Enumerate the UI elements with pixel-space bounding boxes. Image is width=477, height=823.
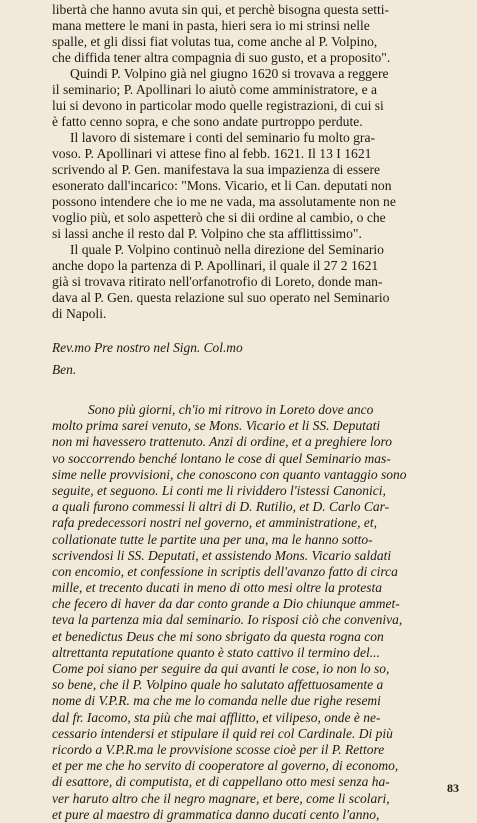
text-line: Il quale P. Volpino continuò nella direzione del Seminario [70, 242, 384, 257]
letter-line: cessario intendersi et stipulare il quid rei col Cardinale. Di più [52, 725, 393, 741]
text-line: scrivendo al P. Gen. manifestava la sua impazienza di essere [52, 162, 381, 177]
text-line: voso. P. Apollinari vi attese fino al febb. 1621. Il 13 I 1621 [52, 146, 372, 161]
letter-line: nome di V.P.R. ma che me lo comanda nelle due righe resemi [52, 693, 381, 709]
letter-line: ricordo a V.P.R.ma le provvisione scosse cioè per il P. Rettore [52, 741, 385, 757]
letter-body [52, 402, 457, 823]
text-line: voglio più, et solo aspetterò che si dii ordine al cambio, o che [52, 210, 386, 225]
text-line: è fatto cenno sopra, e che sono andate purtroppo perdute. [52, 114, 363, 129]
text-line: anche dopo la partenza di P. Apollinari, il quale il 27 2 1621 [52, 258, 379, 273]
text-line: già si trovava ritirato nell'orfanotrofio di Loreto, donde man- [52, 274, 383, 289]
letter-line: et benedictus Deus che mi sono sbrigato da questa rogna con [52, 628, 384, 644]
letter-line: dal fr. Iacomo, sta più che mai afflitto, et vilipeso, onde è ne- [52, 709, 381, 725]
letter-line: che fecero di haver da dar conto grande a Dio chiunque ammet- [52, 596, 400, 612]
letter-line: vo soccorrendo benché lontano le cose di quel Seminario mas- [52, 450, 391, 466]
letter-line: et pure al maestro di grammatica danno ducati cento l'anno, [52, 806, 380, 822]
letter-line: teva la partenza mia dal seminario. Io risposi ciò che conveniva, [52, 612, 403, 628]
letter-line: mille, et trecento ducati in meno di otto mesi oltre la protesta [52, 580, 382, 596]
text-line: si lassi anche il resto dal P. Volpino che sta afflittissimo". [52, 226, 362, 241]
letter-line: et per me che ho servito di cooperatore al governo, di economo, [52, 758, 399, 774]
paragraph-3 [52, 130, 457, 242]
letter-line: con encomio, et confessione in scriptis dell'avanzo fatto di circa [52, 563, 398, 579]
text-line: lui si devono in particolar modo quelle registrazioni, di cui si [52, 98, 384, 113]
letter-line: molto prima sarei venuto, se Mons. Vicario et li SS. Deputati [52, 418, 381, 434]
page-number: 83 [447, 781, 459, 795]
text-line: di Napoli. [52, 306, 107, 321]
text-line: Quindi P. Volpino già nel giugno 1620 si trovava a reggere [70, 66, 389, 81]
letter-greeting: Ben. [52, 362, 77, 377]
text-line: Il lavoro di sistemare i conti del seminario fu molto gra- [70, 130, 376, 145]
letter-line: scrivendosi li SS. Deputati, et assistendo Mons. Vicario saldati [52, 547, 392, 563]
letter-line: rafa predecessori nostri nel governo, et amministratione, et, [52, 515, 377, 531]
letter-line: ver haruto altro che il negro magnare, et bere, come li scolari, [52, 790, 390, 806]
letter-line: Come poi siano per seguire da qui avanti le cose, io non lo so, [52, 661, 390, 676]
text-line: mana mettere le mani in pasta, hieri sera io mi strinsi nelle [52, 18, 370, 33]
text-line: esonerato dall'incarico: "Mons. Vicario, et li Can. deputati non [52, 178, 392, 193]
text-line: dava al P. Gen. questa relazione sul suo operato nel Seminario [52, 290, 390, 305]
letter-line: di esattore, di computista, et di cappellano otto mesi senza ha- [52, 774, 390, 790]
text-line: libertà che hanno avuta sin qui, et perchè bisogna questa setti- [52, 2, 390, 17]
text-line: che diffida tener altra compagnia di suo gusto, et a proposito". [52, 50, 391, 65]
letter-line: sime nelle provvisioni, che conoscono con quanto vantaggio sono [52, 466, 407, 482]
letter-line: so bene, che il P. Volpino quale ho salutato affettuosamente a [52, 677, 384, 693]
text-line: il seminario; P. Apollinari lo aiutò come amministratore, e a [52, 82, 378, 97]
letter-line: collationate tutte le partite una per una, ma le hanno sotto- [52, 531, 373, 547]
letter-line: non mi havessero trattenuto. Anzi di ordine, et a preghiere loro [52, 434, 392, 450]
paragraph-1 [52, 2, 457, 66]
body-text [52, 2, 457, 322]
letter-line: seguite, et seguono. Li conti me li rividdero l'istessi Canonici, [52, 482, 386, 498]
letter-line: altrettanta reputatione quanto è stato cattivo il termino del... [52, 644, 380, 660]
paragraph-4 [52, 242, 457, 322]
letter-line: a quali furono commessi li altri di D. Rutilio, et D. Carlo Car- [52, 499, 390, 515]
letter-line: Sono più giorni, ch'io mi ritrovo in Loreto dove anco [88, 402, 374, 417]
text-line: spalle, et gli dissi fiat volutas tua, come anche al P. Volpino, [52, 34, 378, 49]
letter-salutation: Rev.mo Pre nostro nel Sign. Col.mo [52, 340, 243, 355]
paragraph-2 [52, 66, 457, 130]
text-line: possono intendere che io me ne vada, ma assolutamente non ne [52, 194, 396, 209]
